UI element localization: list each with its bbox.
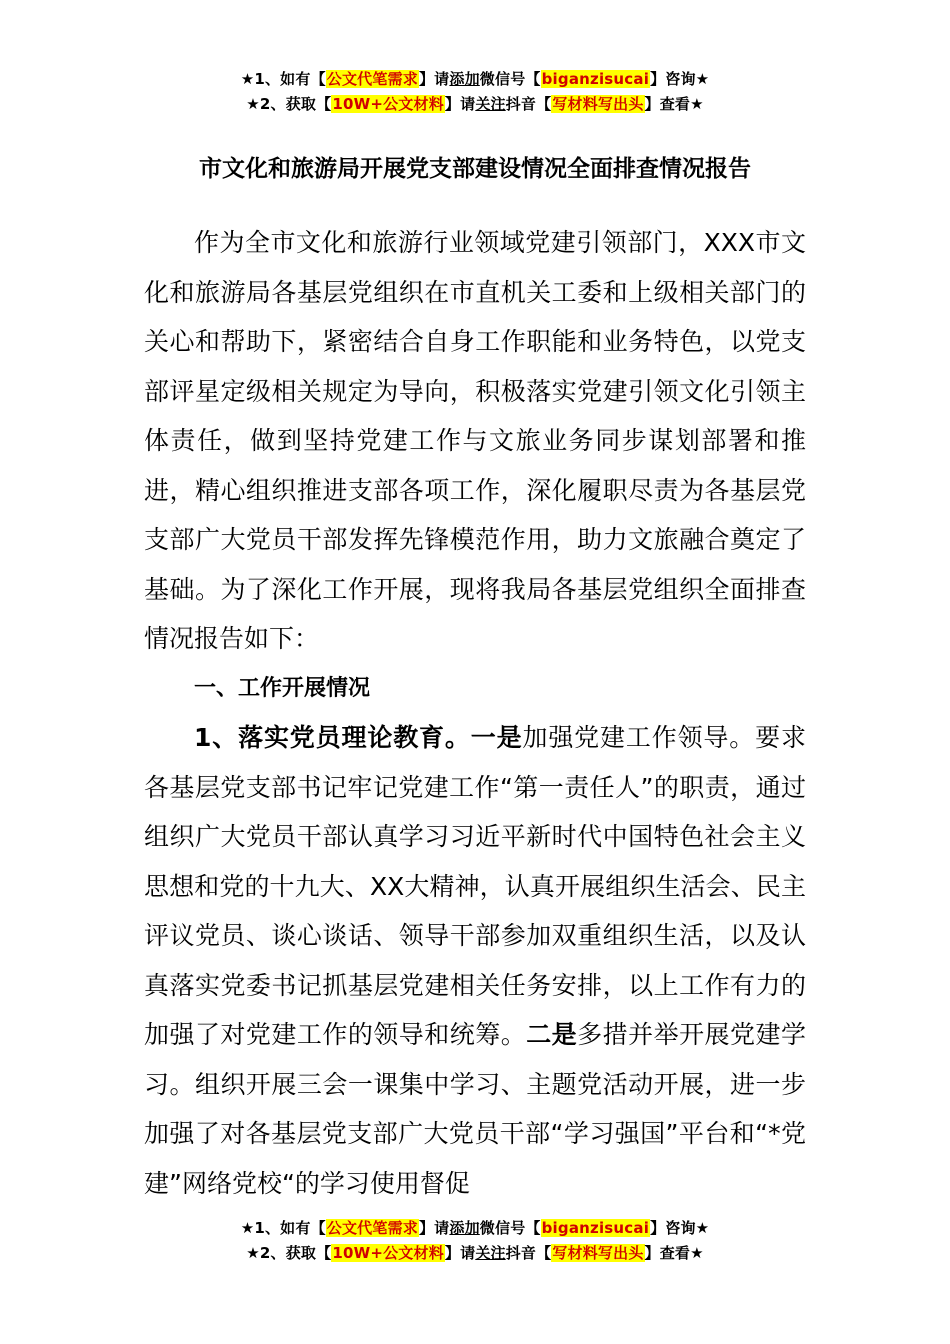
first-text: 加强党建工作领导。要求各基层党支部书记牢记党建工作“第一责任人”的职责，通过组织广大党员干部认真学习习近平新时代中国特色社会主义思想和党的十九大、XX大精神，认真开展组织生活会、民主评议党员、谈心谈话、领导干部参加双重组织生活，以及认真落实党委书记抓基层党建相关任务安排，以上工作有力的加强了对党建工作的领导和统筹。 (144, 723, 806, 1049)
footer-banner (0, 1216, 950, 1266)
banner-line-1: ★1、如有【公文代笔需求】请添加微信号【biganzisucai】咨询★ (240, 70, 710, 88)
banner-line-1: ★1、如有【公文代笔需求】请添加微信号【biganzisucai】咨询★ (240, 1219, 710, 1237)
document-title: 市文化和旅游局开展党支部建设情况全面排查情况报告 (199, 156, 751, 182)
second-text: 多措并举开展党建学习。组织开展三会一课集中学习、主题党活动开展，进一步加强了对各基层党支部广大党员干部“学习强国”平台和“*党建”网络党校“的学习使用督促 (144, 1020, 806, 1198)
highlight-service: 公文代笔需求 (326, 70, 418, 88)
second-marker: 二是 (526, 1020, 578, 1049)
banner-line-2: ★2、获取【10W+公文材料】请关注抖音【写材料写出头】查看★ (246, 1244, 704, 1262)
banner-line-2: ★2、获取【10W+公文材料】请关注抖音【写材料写出头】查看★ (246, 95, 704, 113)
highlight-wechat-id: biganzisucai (541, 1219, 650, 1237)
highlight-wechat-id: biganzisucai (541, 70, 650, 88)
first-marker: 一是 (470, 723, 523, 752)
highlight-materials: 10W+公文材料 (332, 1244, 444, 1262)
highlight-materials: 10W+公文材料 (332, 95, 444, 113)
intro-paragraph: 作为全市文化和旅游行业领域党建引领部门，XXX市文化和旅游局各基层党组织在市直机关工委和上级相关部门的关心和帮助下，紧密结合自身工作职能和业务特色，以党支部评星定级相关规定为导向，积极落实党建引领文化引领主体责任，做到坚持党建工作与文旅业务同步谋划部署和推进，精心组织推进支部各项工作，深化履职尽责为各基层党支部广大党员干部发挥先锋模范作用，助力文旅融合奠定了基础。为了深化工作开展，现将我局各基层党组织全面排查情况报告如下： (144, 228, 806, 653)
highlight-douyin: 写材料写出头 (552, 1244, 644, 1262)
item-paragraph (144, 713, 806, 1208)
header-banner (0, 67, 950, 117)
section-heading: 一、工作开展情况 (194, 675, 371, 701)
highlight-douyin: 写材料写出头 (552, 95, 644, 113)
item-label: 1、落实党员理论教育。 (194, 723, 471, 752)
highlight-service: 公文代笔需求 (326, 1219, 418, 1237)
document-body (144, 218, 806, 1208)
